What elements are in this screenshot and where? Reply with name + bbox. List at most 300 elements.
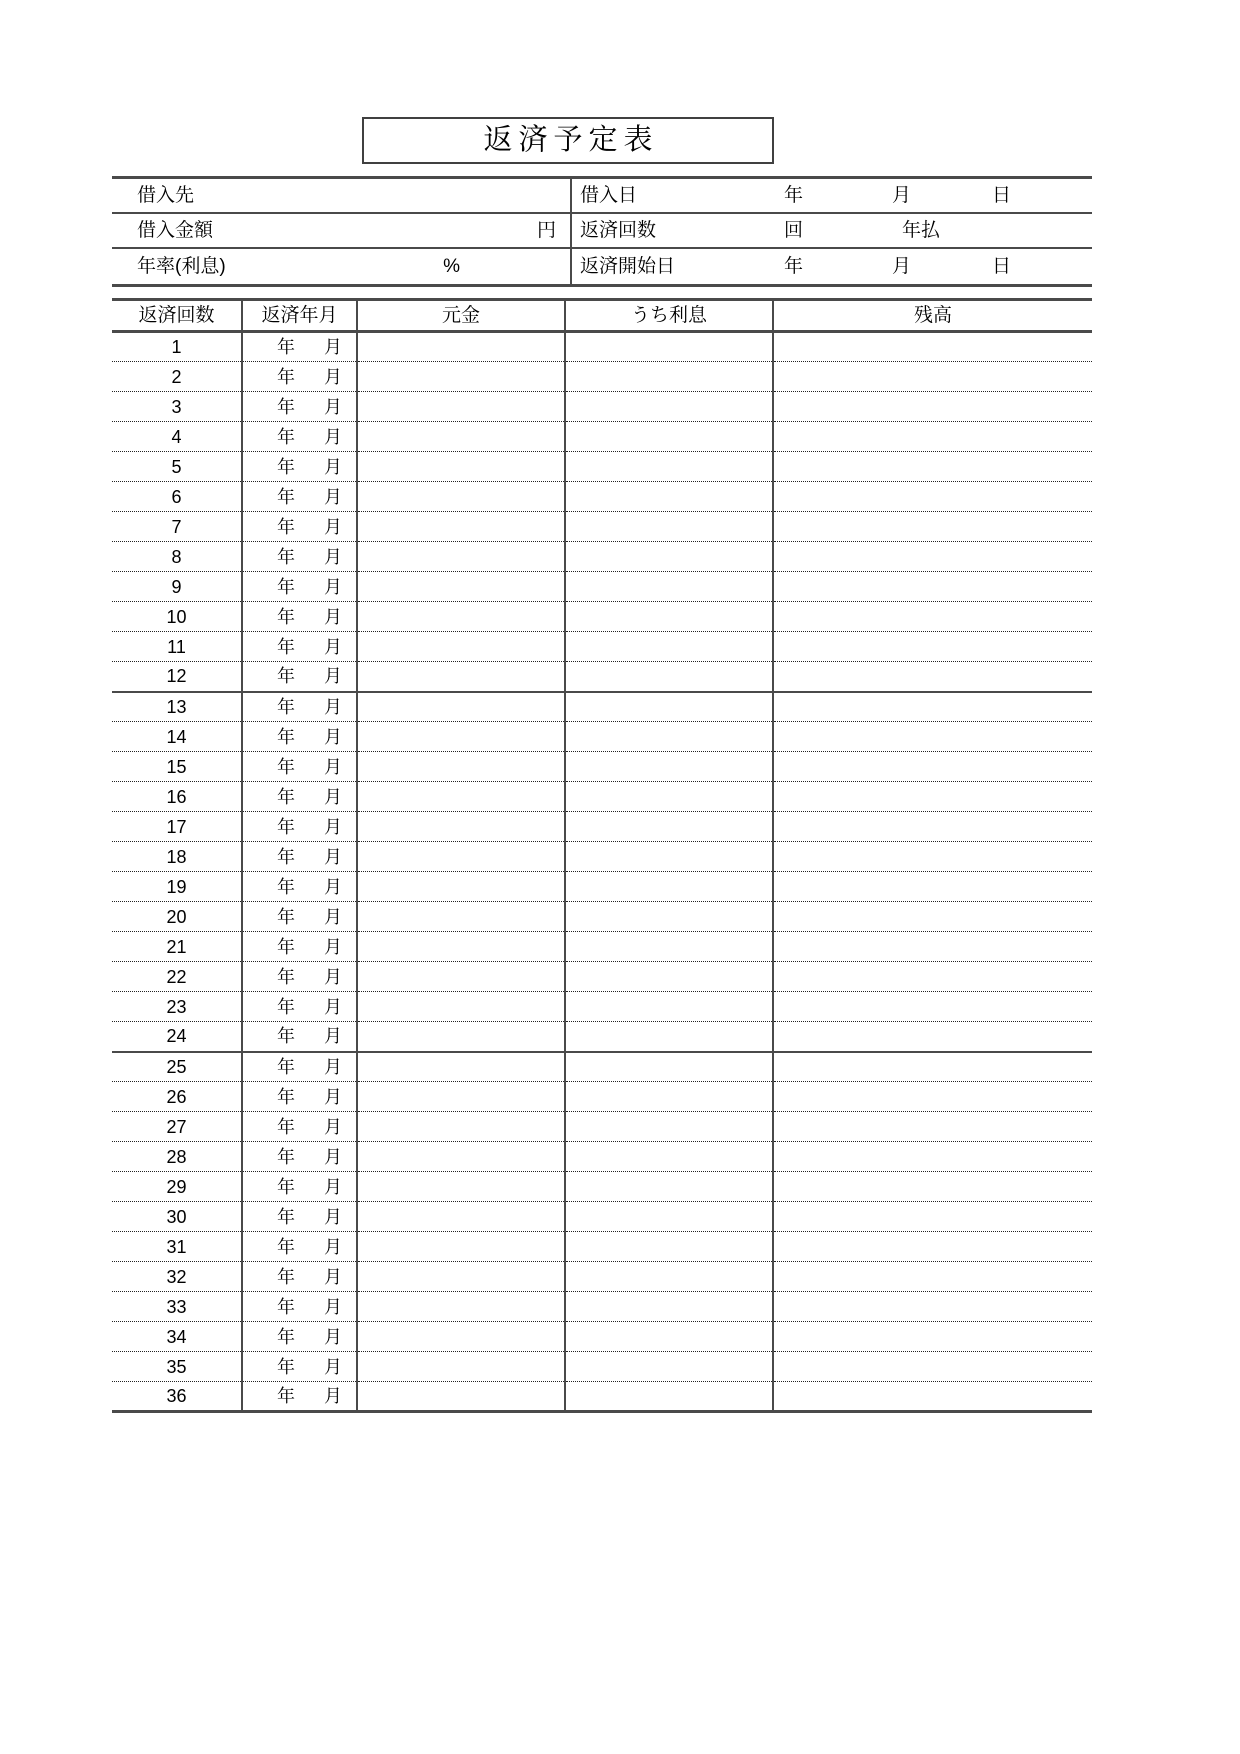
year-marker: 年 — [277, 756, 295, 777]
month-marker: 月 — [324, 1086, 342, 1107]
cell-principal[interactable] — [357, 422, 565, 452]
table-row — [112, 482, 1092, 512]
cell-interest[interactable] — [565, 842, 773, 872]
month-marker: 月 — [324, 966, 342, 987]
cell-balance[interactable] — [773, 542, 1092, 572]
cell-interest[interactable] — [565, 332, 773, 362]
loan-info-block — [112, 176, 1092, 287]
cell-repayment-number: 18 — [112, 842, 242, 872]
cell-repayment-number: 8 — [112, 542, 242, 572]
year-marker: 年 — [277, 1356, 295, 1377]
cell-balance[interactable] — [773, 512, 1092, 542]
table-row — [112, 542, 1092, 572]
month-marker: 月 — [324, 456, 342, 477]
cell-interest[interactable] — [565, 452, 773, 482]
borrow-date-label: 借入日 — [580, 185, 638, 206]
year-marker: 年 — [277, 456, 295, 477]
cell-interest[interactable] — [565, 662, 773, 692]
cell-principal[interactable] — [357, 962, 565, 992]
cell-principal[interactable] — [357, 722, 565, 752]
borrow-date-month-marker: 月 — [892, 185, 912, 206]
cell-balance[interactable] — [773, 632, 1092, 662]
table-row — [112, 782, 1092, 812]
cell-repayment-yearmonth[interactable] — [242, 602, 357, 632]
cell-principal[interactable] — [357, 1262, 565, 1292]
column-header-principal: 元金 — [357, 300, 565, 332]
cell-interest[interactable] — [565, 752, 773, 782]
repayment-schedule-table — [112, 298, 1092, 1413]
cell-balance[interactable] — [773, 1232, 1092, 1262]
cell-interest[interactable] — [565, 782, 773, 812]
table-row — [112, 422, 1092, 452]
cell-balance[interactable] — [773, 1082, 1092, 1112]
borrow-date-field[interactable] — [572, 179, 1092, 212]
table-row — [112, 632, 1092, 662]
borrow-date-day-marker: 日 — [992, 185, 1012, 206]
annual-payment-marker: 年払 — [902, 220, 941, 241]
year-marker: 年 — [277, 1026, 295, 1047]
info-row-lender — [112, 179, 1092, 214]
cell-interest[interactable] — [565, 1262, 773, 1292]
cell-repayment-yearmonth[interactable] — [242, 812, 357, 842]
cell-repayment-number: 7 — [112, 512, 242, 542]
cell-interest[interactable] — [565, 812, 773, 842]
column-header-balance: 残高 — [773, 300, 1092, 332]
cell-balance[interactable] — [773, 752, 1092, 782]
table-row — [112, 392, 1092, 422]
table-header-row — [112, 300, 1092, 332]
cell-balance[interactable] — [773, 1052, 1092, 1082]
cell-repayment-yearmonth[interactable] — [242, 692, 357, 722]
year-marker: 年 — [277, 1086, 295, 1107]
cell-balance[interactable] — [773, 392, 1092, 422]
cell-balance[interactable] — [773, 482, 1092, 512]
cell-balance[interactable] — [773, 812, 1092, 842]
cell-balance[interactable] — [773, 1382, 1092, 1412]
cell-repayment-number: 29 — [112, 1172, 242, 1202]
year-marker: 年 — [277, 996, 295, 1017]
cell-principal[interactable] — [357, 452, 565, 482]
table-row — [112, 572, 1092, 602]
cell-repayment-number: 17 — [112, 812, 242, 842]
cell-principal[interactable] — [357, 1232, 565, 1262]
cell-repayment-number: 26 — [112, 1082, 242, 1112]
cell-interest[interactable] — [565, 872, 773, 902]
cell-principal[interactable] — [357, 512, 565, 542]
cell-repayment-yearmonth[interactable] — [242, 512, 357, 542]
cell-principal[interactable] — [357, 632, 565, 662]
cell-principal[interactable] — [357, 1322, 565, 1352]
percent-unit-label: % — [443, 256, 460, 277]
cell-principal[interactable] — [357, 332, 565, 362]
cell-interest[interactable] — [565, 962, 773, 992]
month-marker: 月 — [324, 906, 342, 927]
cell-repayment-number: 24 — [112, 1022, 242, 1052]
month-marker: 月 — [324, 1146, 342, 1167]
table-row — [112, 1292, 1092, 1322]
year-marker: 年 — [277, 816, 295, 837]
cell-balance[interactable] — [773, 932, 1092, 962]
cell-repayment-yearmonth[interactable] — [242, 1022, 357, 1052]
cell-repayment-yearmonth[interactable] — [242, 1142, 357, 1172]
year-marker: 年 — [277, 1266, 295, 1287]
cell-interest[interactable] — [565, 482, 773, 512]
cell-balance[interactable] — [773, 1142, 1092, 1172]
cell-balance[interactable] — [773, 422, 1092, 452]
year-marker: 年 — [277, 1386, 295, 1406]
month-marker: 月 — [324, 426, 342, 447]
month-marker: 月 — [324, 1116, 342, 1137]
cell-repayment-yearmonth[interactable] — [242, 722, 357, 752]
repayment-count-unit-marker: 回 — [784, 220, 804, 241]
cell-principal[interactable] — [357, 872, 565, 902]
lender-label: 借入先 — [137, 185, 195, 206]
year-marker: 年 — [277, 396, 295, 417]
repayment-start-date-label: 返済開始日 — [580, 256, 676, 277]
cell-balance[interactable] — [773, 1292, 1092, 1322]
year-marker: 年 — [277, 1296, 295, 1317]
month-marker: 月 — [324, 516, 342, 537]
cell-principal[interactable] — [357, 362, 565, 392]
cell-interest[interactable] — [565, 362, 773, 392]
table-row — [112, 872, 1092, 902]
table-row — [112, 1172, 1092, 1202]
start-date-month-marker: 月 — [892, 256, 912, 277]
table-row — [112, 1142, 1092, 1172]
month-marker: 月 — [324, 816, 342, 837]
year-marker: 年 — [277, 576, 295, 597]
year-marker: 年 — [277, 426, 295, 447]
month-marker: 月 — [324, 1386, 342, 1406]
cell-balance[interactable] — [773, 872, 1092, 902]
cell-repayment-number: 19 — [112, 872, 242, 902]
table-row — [112, 692, 1092, 722]
column-header-count: 返済回数 — [112, 300, 242, 332]
cell-repayment-yearmonth[interactable] — [242, 782, 357, 812]
cell-repayment-yearmonth[interactable] — [242, 392, 357, 422]
cell-repayment-yearmonth[interactable] — [242, 572, 357, 602]
lender-field[interactable] — [112, 179, 572, 212]
cell-principal[interactable] — [357, 1052, 565, 1082]
cell-principal[interactable] — [357, 482, 565, 512]
cell-principal[interactable] — [357, 902, 565, 932]
month-marker: 月 — [324, 606, 342, 627]
table-row — [112, 1262, 1092, 1292]
cell-repayment-yearmonth[interactable] — [242, 1082, 357, 1112]
schedule-table-body — [112, 332, 1092, 1412]
cell-balance[interactable] — [773, 1322, 1092, 1352]
year-marker: 年 — [277, 516, 295, 537]
cell-repayment-yearmonth[interactable] — [242, 632, 357, 662]
cell-interest[interactable] — [565, 1052, 773, 1082]
month-marker: 月 — [324, 576, 342, 597]
cell-interest[interactable] — [565, 1322, 773, 1352]
month-marker: 月 — [324, 546, 342, 567]
cell-balance[interactable] — [773, 722, 1092, 752]
cell-interest[interactable] — [565, 1292, 773, 1322]
table-row — [112, 1232, 1092, 1262]
cell-repayment-yearmonth[interactable] — [242, 932, 357, 962]
table-row — [112, 902, 1092, 932]
year-marker: 年 — [277, 726, 295, 747]
month-marker: 月 — [324, 366, 342, 387]
cell-repayment-yearmonth[interactable] — [242, 992, 357, 1022]
table-row — [112, 812, 1092, 842]
repayment-count-label: 返済回数 — [580, 220, 657, 241]
table-row — [112, 722, 1092, 752]
cell-balance[interactable] — [773, 452, 1092, 482]
month-marker: 月 — [324, 1266, 342, 1287]
cell-repayment-number: 9 — [112, 572, 242, 602]
cell-balance[interactable] — [773, 572, 1092, 602]
cell-interest[interactable] — [565, 572, 773, 602]
cell-principal[interactable] — [357, 1292, 565, 1322]
cell-repayment-yearmonth[interactable] — [242, 542, 357, 572]
document-title-box — [362, 117, 774, 164]
cell-interest[interactable] — [565, 602, 773, 632]
cell-interest[interactable] — [565, 632, 773, 662]
cell-interest[interactable] — [565, 902, 773, 932]
cell-principal[interactable] — [357, 1112, 565, 1142]
cell-repayment-yearmonth[interactable] — [242, 482, 357, 512]
cell-principal[interactable] — [357, 992, 565, 1022]
cell-repayment-yearmonth[interactable] — [242, 1292, 357, 1322]
cell-interest[interactable] — [565, 392, 773, 422]
cell-principal[interactable] — [357, 932, 565, 962]
cell-interest[interactable] — [565, 542, 773, 572]
loan-amount-field[interactable] — [112, 214, 572, 247]
cell-principal[interactable] — [357, 692, 565, 722]
cell-repayment-number: 32 — [112, 1262, 242, 1292]
cell-principal[interactable] — [357, 572, 565, 602]
month-marker: 月 — [324, 846, 342, 867]
cell-interest[interactable] — [565, 1202, 773, 1232]
month-marker: 月 — [324, 666, 342, 687]
cell-principal[interactable] — [357, 1142, 565, 1172]
table-row — [112, 512, 1092, 542]
cell-repayment-number: 2 — [112, 362, 242, 392]
cell-repayment-yearmonth[interactable] — [242, 452, 357, 482]
month-marker: 月 — [324, 1026, 342, 1047]
table-row — [112, 992, 1092, 1022]
month-marker: 月 — [324, 726, 342, 747]
cell-interest[interactable] — [565, 1352, 773, 1382]
cell-principal[interactable] — [357, 602, 565, 632]
table-row — [112, 452, 1092, 482]
cell-repayment-yearmonth[interactable] — [242, 752, 357, 782]
cell-repayment-number: 11 — [112, 632, 242, 662]
year-marker: 年 — [277, 846, 295, 867]
cell-repayment-number: 12 — [112, 662, 242, 692]
cell-repayment-number: 33 — [112, 1292, 242, 1322]
page-title: 返済予定表 — [483, 124, 659, 156]
cell-balance[interactable] — [773, 662, 1092, 692]
cell-interest[interactable] — [565, 992, 773, 1022]
column-header-yearmonth: 返済年月 — [242, 300, 357, 332]
repayment-count-field[interactable] — [572, 214, 1092, 247]
cell-repayment-number: 35 — [112, 1352, 242, 1382]
month-marker: 月 — [324, 756, 342, 777]
month-marker: 月 — [324, 696, 342, 717]
loan-amount-label: 借入金額 — [137, 220, 214, 241]
cell-interest[interactable] — [565, 1382, 773, 1412]
cell-balance[interactable] — [773, 1202, 1092, 1232]
year-marker: 年 — [277, 1176, 295, 1197]
month-marker: 月 — [324, 936, 342, 957]
cell-balance[interactable] — [773, 842, 1092, 872]
cell-repayment-number: 30 — [112, 1202, 242, 1232]
cell-repayment-yearmonth[interactable] — [242, 842, 357, 872]
borrow-date-year-marker: 年 — [784, 185, 804, 206]
cell-interest[interactable] — [565, 932, 773, 962]
cell-principal[interactable] — [357, 662, 565, 692]
cell-repayment-yearmonth[interactable] — [242, 1202, 357, 1232]
year-marker: 年 — [277, 1116, 295, 1137]
month-marker: 月 — [324, 1056, 342, 1077]
cell-balance[interactable] — [773, 1022, 1092, 1052]
cell-repayment-yearmonth[interactable] — [242, 1352, 357, 1382]
cell-repayment-yearmonth[interactable] — [242, 1322, 357, 1352]
year-marker: 年 — [277, 696, 295, 717]
year-marker: 年 — [277, 936, 295, 957]
year-marker: 年 — [277, 486, 295, 507]
cell-balance[interactable] — [773, 962, 1092, 992]
cell-balance[interactable] — [773, 1112, 1092, 1142]
cell-repayment-yearmonth[interactable] — [242, 1052, 357, 1082]
cell-balance[interactable] — [773, 1352, 1092, 1382]
cell-principal[interactable] — [357, 782, 565, 812]
cell-interest[interactable] — [565, 1232, 773, 1262]
cell-principal[interactable] — [357, 812, 565, 842]
cell-repayment-yearmonth[interactable] — [242, 362, 357, 392]
schedule-table-block — [112, 298, 1092, 1413]
month-marker: 月 — [324, 1236, 342, 1257]
start-date-day-marker: 日 — [992, 256, 1012, 277]
cell-balance[interactable] — [773, 902, 1092, 932]
cell-principal[interactable] — [357, 1202, 565, 1232]
cell-repayment-number: 36 — [112, 1382, 242, 1412]
table-row — [112, 962, 1092, 992]
cell-repayment-number: 23 — [112, 992, 242, 1022]
table-row — [112, 332, 1092, 362]
cell-interest[interactable] — [565, 692, 773, 722]
cell-repayment-number: 6 — [112, 482, 242, 512]
cell-repayment-yearmonth[interactable] — [242, 422, 357, 452]
cell-balance[interactable] — [773, 362, 1092, 392]
table-row — [112, 662, 1092, 692]
cell-repayment-number: 4 — [112, 422, 242, 452]
month-marker: 月 — [324, 1176, 342, 1197]
month-marker: 月 — [324, 996, 342, 1017]
cell-balance[interactable] — [773, 1172, 1092, 1202]
cell-repayment-number: 5 — [112, 452, 242, 482]
cell-repayment-number: 1 — [112, 332, 242, 362]
cell-principal[interactable] — [357, 752, 565, 782]
cell-repayment-number: 28 — [112, 1142, 242, 1172]
cell-repayment-number: 14 — [112, 722, 242, 752]
year-marker: 年 — [277, 966, 295, 987]
month-marker: 月 — [324, 337, 342, 357]
cell-principal[interactable] — [357, 392, 565, 422]
cell-interest[interactable] — [565, 422, 773, 452]
table-row — [112, 1352, 1092, 1382]
cell-principal[interactable] — [357, 1022, 565, 1052]
cell-repayment-number: 34 — [112, 1322, 242, 1352]
cell-repayment-yearmonth[interactable] — [242, 1112, 357, 1142]
table-row — [112, 1112, 1092, 1142]
cell-interest[interactable] — [565, 1142, 773, 1172]
cell-repayment-number: 22 — [112, 962, 242, 992]
cell-balance[interactable] — [773, 332, 1092, 362]
yen-unit-label: 円 — [536, 220, 556, 241]
year-marker: 年 — [277, 1326, 295, 1347]
cell-repayment-yearmonth[interactable] — [242, 1172, 357, 1202]
cell-principal[interactable] — [357, 1382, 565, 1412]
table-row — [112, 1382, 1092, 1412]
table-row — [112, 1202, 1092, 1232]
cell-repayment-yearmonth[interactable] — [242, 332, 357, 362]
cell-repayment-yearmonth[interactable] — [242, 662, 357, 692]
year-marker: 年 — [277, 1056, 295, 1077]
cell-interest[interactable] — [565, 1172, 773, 1202]
cell-repayment-number: 13 — [112, 692, 242, 722]
cell-interest[interactable] — [565, 1022, 773, 1052]
month-marker: 月 — [324, 1206, 342, 1227]
cell-interest[interactable] — [565, 512, 773, 542]
cell-balance[interactable] — [773, 782, 1092, 812]
cell-balance[interactable] — [773, 692, 1092, 722]
cell-repayment-number: 31 — [112, 1232, 242, 1262]
cell-repayment-number: 21 — [112, 932, 242, 962]
month-marker: 月 — [324, 396, 342, 417]
cell-repayment-yearmonth[interactable] — [242, 962, 357, 992]
month-marker: 月 — [324, 1326, 342, 1347]
cell-repayment-number: 16 — [112, 782, 242, 812]
cell-principal[interactable] — [357, 842, 565, 872]
cell-interest[interactable] — [565, 1082, 773, 1112]
month-marker: 月 — [324, 486, 342, 507]
table-row — [112, 1082, 1092, 1112]
start-date-year-marker: 年 — [784, 256, 804, 277]
year-marker: 年 — [277, 366, 295, 387]
cell-repayment-yearmonth[interactable] — [242, 902, 357, 932]
cell-principal[interactable] — [357, 542, 565, 572]
table-row — [112, 752, 1092, 782]
cell-balance[interactable] — [773, 602, 1092, 632]
month-marker: 月 — [324, 1356, 342, 1377]
cell-repayment-yearmonth[interactable] — [242, 1262, 357, 1292]
cell-repayment-yearmonth[interactable] — [242, 872, 357, 902]
cell-balance[interactable] — [773, 992, 1092, 1022]
cell-interest[interactable] — [565, 722, 773, 752]
cell-principal[interactable] — [357, 1082, 565, 1112]
cell-repayment-yearmonth[interactable] — [242, 1382, 357, 1412]
month-marker: 月 — [324, 636, 342, 657]
annual-rate-field[interactable] — [112, 249, 572, 284]
month-marker: 月 — [324, 876, 342, 897]
cell-interest[interactable] — [565, 1112, 773, 1142]
cell-principal[interactable] — [357, 1352, 565, 1382]
repayment-start-date-field[interactable] — [572, 249, 1092, 284]
year-marker: 年 — [277, 786, 295, 807]
cell-repayment-yearmonth[interactable] — [242, 1232, 357, 1262]
year-marker: 年 — [277, 906, 295, 927]
cell-principal[interactable] — [357, 1172, 565, 1202]
year-marker: 年 — [277, 337, 295, 357]
cell-balance[interactable] — [773, 1262, 1092, 1292]
cell-repayment-number: 10 — [112, 602, 242, 632]
table-row — [112, 1022, 1092, 1052]
